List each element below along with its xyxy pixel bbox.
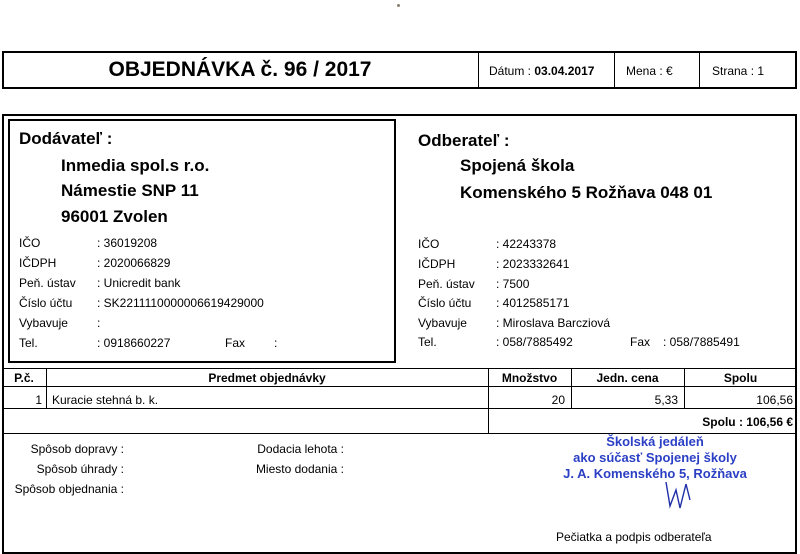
date-field — [489, 64, 594, 78]
row-total: 106,56 — [756, 393, 793, 407]
supplier-bank-label: Peň. ústav — [19, 276, 76, 290]
supplier-street: Námestie SNP 11 — [61, 181, 199, 200]
supplier-name: Inmedia spol.s r.o. — [61, 156, 210, 175]
customer-ico-label: IČO — [418, 237, 440, 251]
col-header-item: Predmet objednávky — [208, 371, 326, 385]
col-header-no: P.č. — [14, 371, 34, 385]
customer-ico-value: : 42243378 — [496, 237, 557, 251]
row-qty: 20 — [551, 393, 565, 407]
sum-total: Spolu : 106,56 € — [702, 415, 793, 429]
col-header-qty: Množstvo — [501, 371, 558, 385]
supplier-account-label: Číslo účtu — [19, 296, 73, 310]
document-title: OBJEDNÁVKA č. 96 / 2017 — [108, 58, 372, 81]
stamp-line: J. A. Komenského 5, Rožňava — [563, 466, 747, 481]
order-method: Spôsob objednania : — [14, 482, 124, 496]
customer-contact-value: : Miroslava Barcziová — [496, 316, 611, 330]
customer-name: Spojená škola — [460, 156, 575, 175]
supplier-bank-value: : Unicredit bank — [97, 276, 181, 290]
signature-caption: Pečiatka a podpis odberateľa — [556, 530, 712, 544]
delivery-place: Miesto dodania : — [255, 462, 344, 476]
currency-label: Mena : — [626, 64, 663, 78]
col-header-unit-price: Jedn. cena — [596, 371, 659, 385]
page-label: Strana : — [712, 64, 755, 78]
customer-fax-label: Fax — [630, 335, 651, 349]
row-no: 1 — [35, 393, 42, 407]
stamp-line: ako súčasť Spojenej školy — [573, 450, 737, 465]
currency-field — [626, 64, 673, 78]
supplier-heading: Dodávateľ : — [19, 129, 113, 148]
supplier-contact-label: Vybavuje — [19, 316, 68, 330]
customer-contact-label: Vybavuje — [418, 316, 467, 330]
supplier-tel-value: : 0918660227 — [97, 336, 171, 350]
delivery-method: Spôsob dopravy : — [30, 442, 124, 456]
supplier-tel-label: Tel. — [19, 336, 38, 350]
supplier-fax-label: Fax — [225, 336, 246, 350]
customer-icdph-value: : 2023332641 — [496, 257, 570, 271]
customer-account-value: : 4012585171 — [496, 296, 570, 310]
supplier-icdph-value: : 2020066829 — [97, 256, 171, 270]
payment-method: Spôsob úhrady : — [36, 462, 124, 476]
supplier-ico-label: IČO — [19, 236, 41, 250]
row-unit-price: 5,33 — [654, 393, 678, 407]
customer-tel-label: Tel. — [418, 335, 437, 349]
date-label: Dátum : — [489, 64, 532, 78]
col-header-total: Spolu — [723, 371, 758, 385]
supplier-city: 96001 Zvolen — [61, 207, 168, 226]
supplier-contact-value: : — [97, 316, 101, 330]
customer-heading: Odberateľ : — [418, 131, 510, 150]
scan-speck — [397, 4, 400, 7]
delivery-time: Dodacia lehota : — [257, 442, 344, 456]
table-top-rule — [2, 368, 797, 369]
customer-fax-value: : 058/7885491 — [663, 335, 740, 349]
supplier-account-value: : SK2211110000006619429000 — [97, 296, 264, 310]
stamp-line: Školská jedáleň — [606, 434, 704, 449]
supplier-ico-value: : 36019208 — [97, 236, 158, 250]
customer-bank-value: : 7500 — [496, 277, 530, 291]
currency-value: € — [666, 64, 673, 78]
customer-bank-label: Peň. ústav — [418, 277, 475, 291]
page-value: 1 — [757, 64, 765, 78]
customer-address: Komenského 5 Rožňava 048 01 — [460, 183, 713, 202]
row-item: Kuracie stehná b. k. — [52, 393, 159, 407]
supplier-icdph-label: IČDPH — [19, 256, 57, 270]
customer-account-label: Číslo účtu — [418, 296, 472, 310]
signature-scribble — [660, 478, 700, 514]
page-field — [712, 64, 764, 78]
customer-icdph-label: IČDPH — [418, 257, 456, 271]
supplier-fax-value: : — [274, 336, 278, 350]
date-value: 03.04.2017 — [534, 64, 595, 78]
supplier-row — [19, 236, 40, 250]
school-stamp — [520, 434, 790, 482]
customer-tel-value: : 058/7885492 — [496, 335, 573, 349]
